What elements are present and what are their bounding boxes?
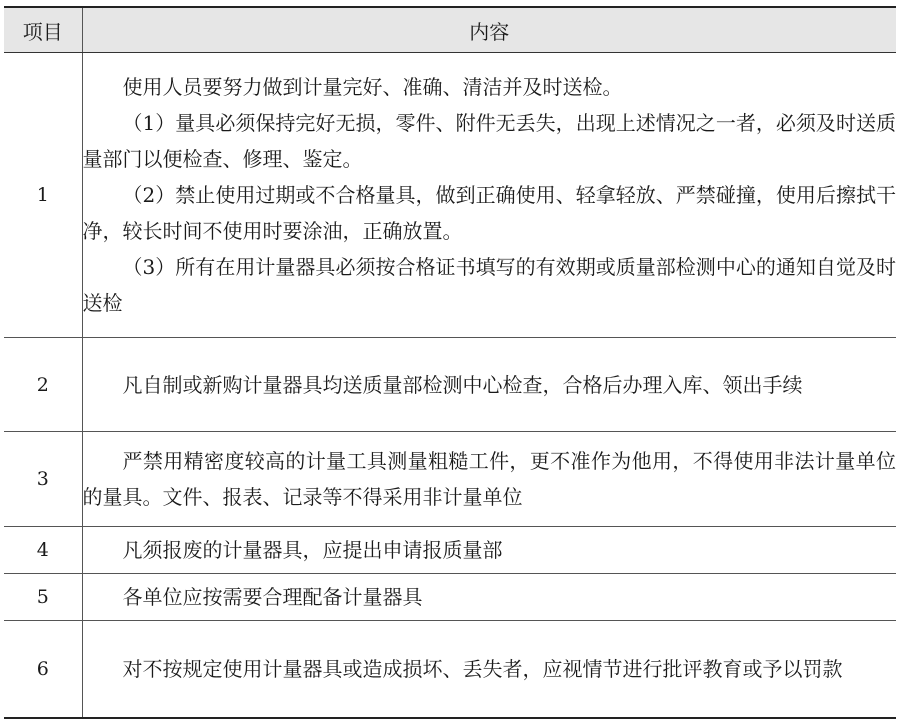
content-paragraph: 各单位应按需要合理配备计量器具 [122, 585, 423, 609]
item-content [82, 432, 896, 527]
item-number: 4 [4, 527, 82, 574]
content-paragraph: （1）量具必须保持完好无损，零件、附件无丢失，出现上述情况之一者，必须及时送质量部门以便检查、修理、鉴定。 [82, 111, 896, 171]
item-number: 2 [4, 338, 82, 432]
item-number: 3 [4, 432, 82, 527]
measurement-rules-table [4, 6, 896, 719]
table-body [4, 53, 896, 719]
header-item-number: 项目 [4, 7, 82, 53]
content-paragraph: （2）禁止使用过期或不合格量具，做到正确使用、轻拿轻放、严禁碰撞，使用后擦拭干净，较长时间不使用时要涂油，正确放置。 [82, 183, 896, 243]
content-paragraph: 严禁用精密度较高的计量工具测量粗糙工件，更不准作为他用，不得使用非法计量单位的量具。文件、报表、记录等不得采用非计量单位 [82, 449, 896, 509]
item-number: 1 [4, 53, 82, 338]
table-row [4, 432, 896, 527]
content-paragraph: 凡须报废的计量器具，应提出申请报质量部 [122, 538, 503, 562]
header-content: 内容 [82, 7, 896, 53]
item-number: 6 [4, 621, 82, 719]
item-content [82, 338, 896, 432]
table-row [4, 574, 896, 621]
content-paragraph: 使用人员要努力做到计量完好、准确、清洁并及时送检。 [122, 75, 623, 99]
table-row [4, 338, 896, 432]
item-content [82, 574, 896, 621]
content-paragraph: 对不按规定使用计量器具或造成损坏、丢失者，应视情节进行批评教育或予以罚款 [122, 657, 843, 681]
content-paragraph: 凡自制或新购计量器具均送质量部检测中心检查，合格后办理入库、领出手续 [122, 372, 803, 397]
item-number: 5 [4, 574, 82, 621]
table-row [4, 527, 896, 574]
table-row [4, 53, 896, 338]
table-header [4, 7, 896, 53]
item-content [82, 527, 896, 574]
item-content [82, 53, 896, 338]
content-paragraph: （3）所有在用计量器具必须按合格证书填写的有效期或质量部检测中心的通知自觉及时送检 [82, 255, 896, 315]
table-row [4, 621, 896, 719]
header-row [4, 7, 896, 53]
item-content [82, 621, 896, 719]
